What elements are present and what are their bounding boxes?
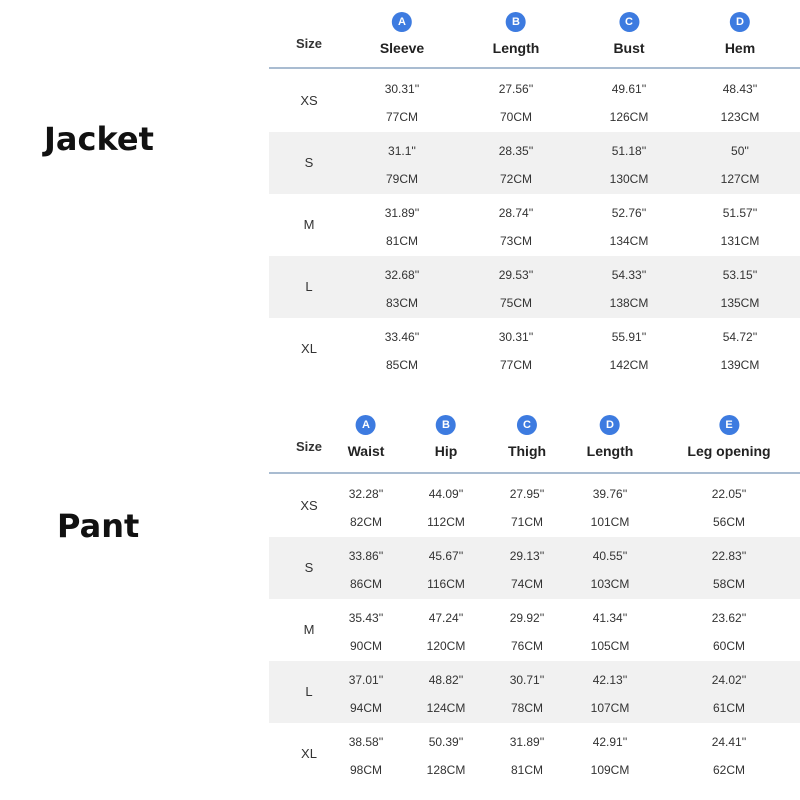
table-row [269,537,800,599]
inch-value: 27.95'' [509,487,545,501]
cm-value: 74CM [510,577,544,591]
inch-value: 47.24'' [428,611,464,625]
column-badge: D [600,415,620,435]
cm-value: 71CM [510,515,544,529]
column-name: Leg opening [687,443,771,459]
column-header [725,12,755,56]
column-header [493,12,540,56]
inch-value: 42.13'' [592,673,628,687]
size-column-header: Size [295,439,322,454]
cm-value: 98CM [349,763,383,777]
size-cell: XL [301,746,317,761]
inch-value: 22.83'' [711,549,747,563]
jacket-title: Jacket [44,120,154,158]
cm-value: 75CM [499,296,533,310]
inch-value: 31.1'' [388,144,416,158]
inch-value: 22.05'' [711,487,747,501]
cm-value: 123CM [720,110,760,124]
inch-value: 24.02'' [711,673,747,687]
cm-value: 70CM [499,110,533,124]
column-badge: B [436,415,456,435]
cm-value: 77CM [385,110,419,124]
column-header [687,415,770,459]
inch-value: 30.31'' [498,330,534,344]
column-badge: E [719,415,739,435]
column-name: Waist [347,443,385,459]
size-cell: S [304,155,314,170]
cm-value: 77CM [499,358,533,372]
cm-value: 94CM [349,701,383,715]
inch-value: 54.72'' [722,330,758,344]
table-row [269,194,800,256]
cm-value: 134CM [609,234,649,248]
cm-value: 131CM [720,234,760,248]
cm-value: 62CM [712,763,746,777]
column-name: Sleeve [379,40,425,56]
column-badge: C [517,415,537,435]
size-cell: L [305,684,313,699]
column-name: Length [492,40,540,56]
column-header [613,12,644,56]
inch-value: 49.61'' [611,82,647,96]
cm-value: 58CM [712,577,746,591]
column-name: Thigh [507,443,547,459]
cm-value: 61CM [712,701,746,715]
inch-value: 48.43'' [722,82,758,96]
cm-value: 138CM [609,296,649,310]
column-badge: A [392,12,412,32]
cm-value: 81CM [385,234,419,248]
header-divider [269,67,800,69]
cm-value: 105CM [590,639,630,653]
cm-value: 109CM [590,763,630,777]
cm-value: 81CM [510,763,544,777]
cm-value: 86CM [349,577,383,591]
cm-value: 82CM [349,515,383,529]
pant-title: Pant [57,507,140,545]
cm-value: 124CM [426,701,466,715]
inch-value: 42.91'' [592,735,628,749]
size-cell: XS [300,498,318,513]
inch-value: 52.76'' [611,206,647,220]
column-name: Hem [724,40,756,56]
inch-value: 55.91'' [611,330,647,344]
inch-value: 30.31'' [384,82,420,96]
inch-value: 23.62'' [711,611,747,625]
cm-value: 107CM [590,701,630,715]
inch-value: 30.71'' [509,673,545,687]
column-badge: D [730,12,750,32]
column-header [380,12,424,56]
size-cell: XS [300,93,318,108]
cm-value: 101CM [590,515,630,529]
table-row [269,599,800,661]
column-name: Bust [613,40,645,56]
inch-value: 29.13'' [509,549,545,563]
cm-value: 128CM [426,763,466,777]
cm-value: 56CM [712,515,746,529]
table-row [269,70,800,132]
inch-value: 44.09'' [428,487,464,501]
table-row [269,723,800,785]
column-name: Hip [434,443,458,459]
table-row [269,256,800,318]
inch-value: 29.92'' [509,611,545,625]
inch-value: 53.15'' [722,268,758,282]
column-header [348,415,385,459]
table-row [269,318,800,380]
inch-value: 45.67'' [428,549,464,563]
cm-value: 139CM [720,358,760,372]
inch-value: 50.39'' [428,735,464,749]
cm-value: 60CM [712,639,746,653]
cm-value: 79CM [385,172,419,186]
table-row [269,132,800,194]
column-header [508,415,546,459]
inch-value: 54.33'' [611,268,647,282]
column-badge: B [506,12,526,32]
cm-value: 126CM [609,110,649,124]
inch-value: 33.46'' [384,330,420,344]
column-header [435,415,458,459]
size-cell: M [303,622,315,637]
cm-value: 116CM [427,577,465,591]
inch-value: 32.68'' [384,268,420,282]
size-cell: M [303,217,315,232]
inch-value: 28.35'' [498,144,534,158]
column-name: Length [586,443,634,459]
size-column-header: Size [295,36,322,51]
cm-value: 85CM [385,358,419,372]
table-row [269,475,800,537]
inch-value: 33.86'' [348,549,384,563]
inch-value: 37.01'' [348,673,384,687]
inch-value: 35.43'' [348,611,384,625]
cm-value: 130CM [609,172,649,186]
cm-value: 135CM [720,296,760,310]
cm-value: 112CM [427,515,465,529]
cm-value: 73CM [499,234,533,248]
inch-value: 40.55'' [592,549,628,563]
size-cell: L [305,279,313,294]
cm-value: 103CM [590,577,630,591]
inch-value: 51.57'' [722,206,758,220]
cm-value: 76CM [510,639,544,653]
inch-value: 27.56'' [498,82,534,96]
inch-value: 31.89'' [509,735,545,749]
inch-value: 31.89'' [384,206,420,220]
header-divider [269,472,800,474]
inch-value: 29.53'' [498,268,534,282]
inch-value: 48.82'' [428,673,464,687]
table-row [269,661,800,723]
column-badge: A [356,415,376,435]
inch-value: 28.74'' [498,206,534,220]
inch-value: 38.58'' [348,735,384,749]
cm-value: 120CM [426,639,466,653]
cm-value: 83CM [385,296,419,310]
cm-value: 142CM [609,358,649,372]
inch-value: 24.41'' [711,735,747,749]
column-header [587,415,634,459]
cm-value: 72CM [499,172,533,186]
column-badge: C [619,12,639,32]
inch-value: 41.34'' [592,611,628,625]
cm-value: 78CM [510,701,544,715]
cm-value: 90CM [349,639,383,653]
cm-value: 127CM [720,172,760,186]
size-cell: XL [301,341,317,356]
inch-value: 32.28'' [348,487,384,501]
inch-value: 50'' [731,144,749,158]
inch-value: 39.76'' [592,487,628,501]
size-cell: S [304,560,314,575]
inch-value: 51.18'' [611,144,647,158]
